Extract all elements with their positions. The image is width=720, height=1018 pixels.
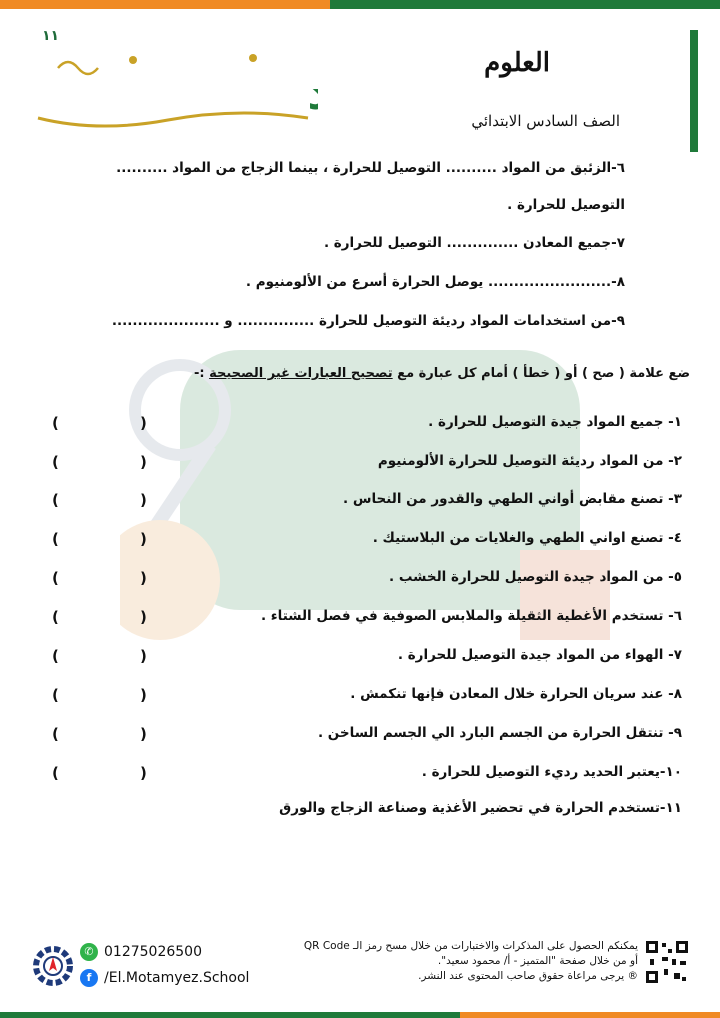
brand-name-text <box>308 63 318 120</box>
subject-title: العلوم <box>484 48 550 78</box>
fill-blank-line-6-cont: التوصيل للحرارة . <box>507 197 625 213</box>
instruction-suffix: :- <box>194 366 210 381</box>
qr-code-icon[interactable] <box>644 939 690 985</box>
statement-text: ٦- تستخدم الأغطية الثقيلة والملابس الصوفية في فصل الشتاء . <box>260 608 682 624</box>
phone-contact[interactable] <box>80 943 202 961</box>
footer-note <box>304 939 638 984</box>
instruction-prefix: ضع علامة ( صح ) أو ( خطأ ) أمام كل عبارة مع <box>392 366 690 381</box>
answer-paren-open: ( <box>140 725 147 743</box>
statement-row-2 <box>48 453 682 477</box>
fill-blank-line-7: ٧-جميع المعادن .............. التوصيل للحرارة . <box>323 235 625 251</box>
statement-text: ١- جميع المواد جيدة التوصيل للحرارة . <box>428 414 682 430</box>
answer-paren-close: ) <box>52 725 59 743</box>
answer-paren-close: ) <box>52 647 59 665</box>
instruction-text <box>194 366 690 381</box>
answer-paren-open: ( <box>140 530 147 548</box>
top-color-bar <box>0 0 720 9</box>
facebook-handle: /El.Motamyez.School <box>104 970 250 986</box>
footer <box>0 923 720 1018</box>
statement-row-7 <box>48 647 682 671</box>
fill-blank-line-8: ٨-........................ يوصل الحرارة أسرع من الألومنيوم . <box>245 274 625 290</box>
statement-row-9 <box>48 725 682 749</box>
statement-row-6 <box>48 608 682 632</box>
answer-paren-close: ) <box>52 491 59 509</box>
note-line-3: ® يرجى مراعاة حقوق صاحب المحتوى عند النشر. <box>418 970 638 982</box>
brand-logo-graphic <box>18 38 318 138</box>
statement-text: ٨- عند سريان الحرارة خلال المعادن فإنها تنكمش . <box>350 686 682 702</box>
statement-text: ٤- تصنع اواني الطهي والغلايات من البلاستيك . <box>372 530 682 546</box>
note-line-2: أو من خلال صفحة "المتميز - أ/ محمود سعيد". <box>437 955 638 967</box>
statement-text: ٥- من المواد جيدة التوصيل للحرارة الخشب . <box>389 569 682 585</box>
bottom-color-bar <box>0 1012 720 1018</box>
right-green-stripe <box>690 30 698 152</box>
bottom-orange-segment <box>460 1012 720 1018</box>
answer-paren-close: ) <box>52 569 59 587</box>
brand-logo <box>18 38 318 138</box>
statement-text: ٩- تنتقل الحرارة من الجسم البارد الي الجسم الساخن . <box>317 725 682 741</box>
statement-text: ٧- الهواء من المواد جيدة التوصيل للحرارة . <box>397 647 682 663</box>
answer-paren-open: ( <box>140 686 147 704</box>
answer-paren-open: ( <box>140 764 147 782</box>
gear-logo-icon <box>28 941 78 991</box>
top-orange-segment <box>0 0 330 9</box>
statement-row-3 <box>48 491 682 515</box>
statement-text: ١٠-يعتبر الحديد رديء التوصيل للحرارة . <box>421 764 682 780</box>
answer-paren-close: ) <box>52 764 59 782</box>
answer-paren-open: ( <box>140 414 147 432</box>
statement-row-4 <box>48 530 682 554</box>
facebook-contact[interactable] <box>80 969 249 987</box>
phone-number: 01275026500 <box>104 944 202 960</box>
statement-text: ١١-تستخدم الحرارة في تحضير الأغذية وصناعة الزجاج والورق <box>279 800 682 816</box>
page-number: ١١ <box>42 28 60 44</box>
grade-label: الصف السادس الابتدائي <box>471 112 620 130</box>
answer-paren-open: ( <box>140 608 147 626</box>
answer-paren-close: ) <box>52 686 59 704</box>
statement-row-11 <box>48 800 682 824</box>
note-line-1: يمكنكم الحصول على المذكرات والاختبارات من خلال مسح رمز الـ QR Code <box>303 940 638 952</box>
answer-paren-close: ) <box>52 608 59 626</box>
statement-text: ٢- من المواد رديئة التوصيل للحرارة الألومنيوم <box>377 453 682 469</box>
whatsapp-icon: ✆ <box>80 943 98 961</box>
facebook-icon: f <box>80 969 98 987</box>
answer-paren-open: ( <box>140 491 147 509</box>
statement-row-10 <box>48 764 682 788</box>
answer-paren-close: ) <box>52 530 59 548</box>
statement-text: ٣- تصنع مقابض أواني الطهي والقدور من النحاس . <box>342 491 682 507</box>
statement-row-5 <box>48 569 682 593</box>
answer-paren-open: ( <box>140 569 147 587</box>
fill-blank-line-9: ٩-من استخدامات المواد رديئة التوصيل للحرارة ............... و ..................... <box>111 313 625 329</box>
answer-paren-open: ( <box>140 453 147 471</box>
answer-paren-close: ) <box>52 453 59 471</box>
statement-row-1 <box>48 414 682 438</box>
statement-row-8 <box>48 686 682 710</box>
answer-paren-open: ( <box>140 647 147 665</box>
fill-blank-line-6: ٦-الزئبق من المواد .......... التوصيل للحرارة ، بينما الزجاج من المواد .......... <box>116 160 625 176</box>
answer-paren-close: ) <box>52 414 59 432</box>
instruction-underlined: تصحيح العبارات غير الصحيحة <box>209 366 393 381</box>
